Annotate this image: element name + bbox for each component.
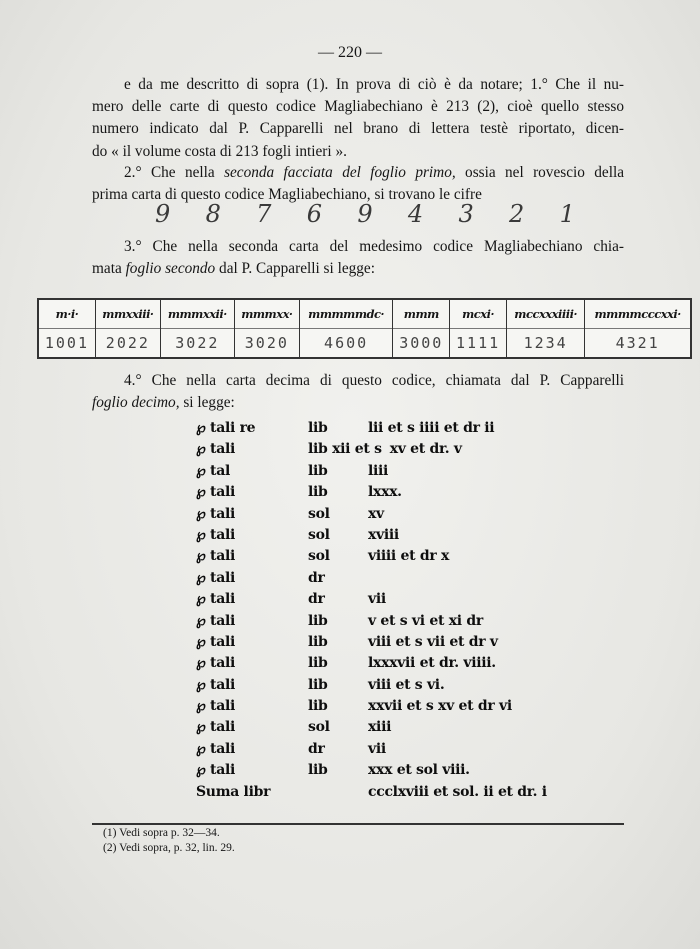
amount: viii et s vii et dr v bbox=[368, 633, 498, 650]
unit: lib bbox=[308, 655, 328, 672]
unit: sol bbox=[308, 505, 330, 522]
para2-line-1 bbox=[124, 163, 624, 183]
amount: lxxxvii et dr. viiii. bbox=[368, 655, 496, 672]
item-label: ℘ tali bbox=[196, 633, 236, 650]
item-label: ℘ tali bbox=[196, 676, 236, 693]
unit: lib xii et s bbox=[308, 441, 382, 458]
footnote-2: (2) Vedi sopra, p. 32, lin. 29. bbox=[103, 842, 235, 854]
digit: 3 bbox=[458, 200, 474, 228]
item-label: ℘ tali re bbox=[196, 420, 256, 436]
text: ossia nel rovescio della bbox=[455, 164, 624, 181]
unit: sol bbox=[308, 526, 330, 543]
amount: xviii bbox=[368, 526, 399, 543]
cell: 3022 bbox=[160, 329, 234, 359]
item-label: ℘ tali bbox=[196, 505, 236, 522]
item-label: ℘ tal bbox=[196, 462, 230, 479]
cell: m·i· bbox=[38, 299, 95, 329]
amount: vii bbox=[368, 740, 386, 757]
amount: vii bbox=[368, 591, 386, 608]
digit: 1 bbox=[559, 200, 575, 228]
item-label: ℘ tali bbox=[196, 698, 236, 715]
manuscript-row bbox=[196, 461, 547, 482]
text: 2.° Che nella bbox=[124, 164, 225, 181]
digit: 2 bbox=[509, 200, 525, 228]
para1-line-1: e da me descritto di sopra (1). In prova di ciò è da notare; 1.° Che il nu- bbox=[124, 76, 624, 93]
italic-text: foglio decimo, bbox=[92, 394, 180, 411]
item-label: ℘ tali bbox=[196, 484, 236, 501]
para3-line-1: 3.° Che nella seconda carta del medesimo codice Magliabechiano chia- bbox=[124, 238, 624, 255]
manuscript-row bbox=[196, 696, 547, 717]
footnote-1: (1) Vedi sopra p. 32—34. bbox=[103, 827, 220, 839]
manuscript-row bbox=[196, 632, 547, 653]
cell: mmmmmdc· bbox=[299, 299, 393, 329]
manuscript-row bbox=[196, 418, 547, 439]
amount: v et s vi et xi dr bbox=[368, 612, 483, 629]
manuscript-row bbox=[196, 611, 547, 632]
manuscript-row bbox=[196, 675, 547, 696]
digit: 7 bbox=[256, 200, 272, 228]
amount: xv bbox=[368, 505, 384, 522]
cell: 3020 bbox=[234, 329, 299, 359]
para4-line-2 bbox=[92, 393, 624, 413]
item-label: ℘ tali bbox=[196, 548, 236, 565]
unit: lib bbox=[308, 484, 328, 501]
manuscript-row bbox=[196, 568, 547, 589]
unit: lib bbox=[308, 462, 328, 479]
manuscript-row bbox=[196, 717, 547, 738]
unit: lib bbox=[308, 676, 328, 693]
cell: 1234 bbox=[506, 329, 584, 359]
item-label: ℘ tali bbox=[196, 569, 236, 586]
italic-text: foglio secondo bbox=[125, 260, 216, 277]
amount: lii et s iiii et dr ii bbox=[368, 420, 495, 436]
amount: xxvii et s xv et dr vi bbox=[368, 698, 512, 715]
digit: 6 bbox=[306, 200, 323, 228]
cell: mcxi· bbox=[450, 299, 507, 329]
unit: dr bbox=[308, 569, 325, 586]
item-label: ℘ tali bbox=[196, 441, 236, 458]
italic-text: seconda facciata del foglio primo, bbox=[224, 164, 456, 181]
page-number: — 220 — bbox=[318, 44, 382, 61]
digit: 4 bbox=[407, 200, 424, 228]
manuscript-row bbox=[196, 482, 547, 503]
manuscript-row bbox=[196, 653, 547, 674]
manuscript-row bbox=[196, 546, 547, 567]
item-label: ℘ tali bbox=[196, 655, 236, 672]
amount: ccclxviii et sol. ii et dr. i bbox=[368, 783, 547, 800]
amount: viiii et dr x bbox=[368, 548, 450, 565]
amount: xv et dr. v bbox=[389, 441, 462, 458]
digit: 9 bbox=[357, 200, 373, 228]
digit: 9 bbox=[155, 200, 171, 228]
manuscript-row bbox=[196, 589, 547, 610]
para1-line-2: mero delle carte di questo codice Magliabechiano è 213 (2), cioè quello stesso bbox=[92, 98, 624, 115]
digit-facsimile bbox=[155, 200, 575, 228]
item-label: ℘ tali bbox=[196, 591, 236, 608]
item-label: ℘ tali bbox=[196, 762, 236, 779]
numeral-facsimile-table bbox=[37, 298, 692, 359]
cell: 4600 bbox=[299, 329, 393, 359]
para1-line-3: numero indicato dal P. Capparelli nel brano di lettera testè riportato, dicen- bbox=[92, 120, 624, 137]
amount: xiii bbox=[368, 719, 392, 736]
amount: xxx et sol viii. bbox=[368, 762, 470, 779]
para4-line-1: 4.° Che nella carta decima di questo codice, chiamata dal P. Capparelli bbox=[124, 372, 624, 389]
unit: lib bbox=[308, 612, 328, 629]
amount: liii bbox=[368, 462, 389, 479]
amount: lxxx. bbox=[368, 484, 402, 501]
unit: lib bbox=[308, 698, 328, 715]
unit: sol bbox=[308, 719, 330, 736]
item-label: ℘ tali bbox=[196, 612, 236, 629]
cell: mmmxx· bbox=[234, 299, 299, 329]
text: mata bbox=[92, 260, 126, 277]
item-label: ℘ tali bbox=[196, 526, 236, 543]
cell: mmxxiii· bbox=[95, 299, 160, 329]
text: si legge: bbox=[179, 394, 235, 411]
amount: viii et s vi. bbox=[368, 676, 445, 693]
cell: 2022 bbox=[95, 329, 160, 359]
cell: 3000 bbox=[393, 329, 450, 359]
manuscript-row bbox=[196, 504, 547, 525]
digit: 8 bbox=[205, 200, 221, 228]
cell: 1001 bbox=[38, 329, 95, 359]
footnote-rule bbox=[92, 823, 624, 825]
para2-line-2: prima carta di questo codice Magliabechiano, si trovano le cifre bbox=[92, 186, 482, 203]
roman-row bbox=[38, 299, 691, 329]
cell: 4321 bbox=[585, 329, 691, 359]
manuscript-row bbox=[196, 782, 547, 803]
unit: lib bbox=[308, 633, 328, 650]
cell: mmmxxii· bbox=[160, 299, 234, 329]
unit: lib bbox=[308, 762, 328, 779]
unit: sol bbox=[308, 548, 330, 565]
manuscript-row bbox=[196, 739, 547, 760]
cell: mmm bbox=[393, 299, 450, 329]
unit: lib bbox=[308, 420, 328, 436]
manuscript-row bbox=[196, 760, 547, 781]
item-label: Suma libr bbox=[196, 783, 271, 800]
item-label: ℘ tali bbox=[196, 719, 236, 736]
unit: dr bbox=[308, 740, 325, 757]
manuscript-facsimile bbox=[196, 418, 547, 803]
para1-line-4: do « il volume costa di 213 fogli intieri ». bbox=[92, 143, 347, 160]
cell: mccxxxiiii· bbox=[506, 299, 584, 329]
unit bbox=[308, 782, 368, 803]
unit: dr bbox=[308, 591, 325, 608]
text: dal P. Capparelli si legge: bbox=[215, 260, 375, 277]
item-label: ℘ tali bbox=[196, 740, 236, 757]
manuscript-row bbox=[196, 439, 547, 460]
arabic-row bbox=[38, 329, 691, 359]
para3-line-2 bbox=[92, 259, 624, 279]
manuscript-row bbox=[196, 525, 547, 546]
cell: 1111 bbox=[450, 329, 507, 359]
cell: mmmmcccxxi· bbox=[585, 299, 691, 329]
